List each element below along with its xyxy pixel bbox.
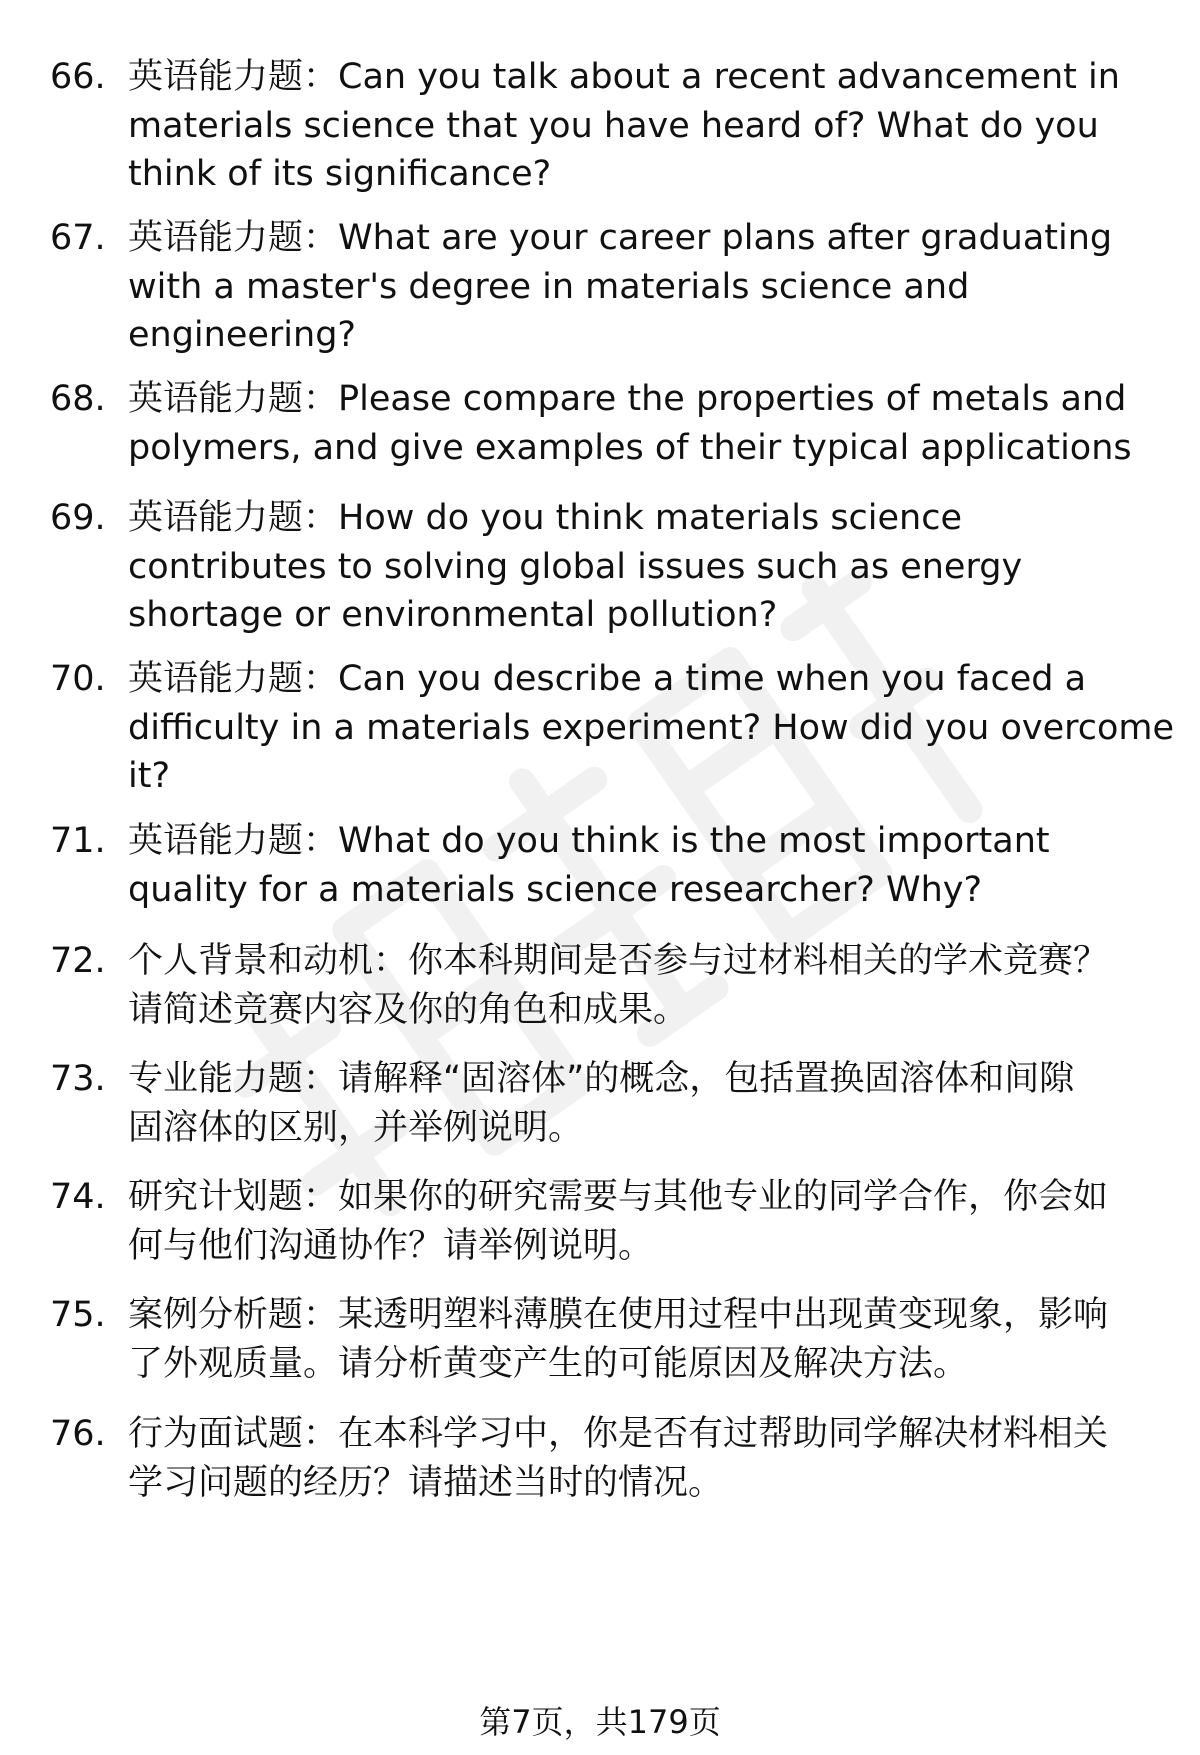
question-text: [128, 494, 1160, 640]
question-number: 75.: [50, 1295, 106, 1335]
question-text-line: 了外观质量。请分析黄变产生的可能原因及解决方法。: [128, 1343, 969, 1384]
question-text-line: 请简述竞赛内容及你的角色和成果。: [128, 989, 689, 1030]
question-text-line: 英语能力题：Can you describe a time when you faced a: [128, 659, 1087, 699]
question-number: 76.: [50, 1414, 106, 1454]
question-text-line: difficulty in a materials experiment? How did you overcome: [128, 707, 1175, 748]
question-text: [128, 375, 1160, 472]
question-number: 71.: [50, 821, 106, 861]
question-number: 74.: [50, 1177, 106, 1217]
question-text: [128, 655, 1175, 801]
question-text: [128, 1173, 1160, 1270]
question-text-line: 英语能力题：What are your career plans after graduating: [128, 218, 1113, 258]
question-text: [128, 53, 1160, 199]
question-text-line: it?: [128, 756, 171, 796]
question-number: 72.: [50, 941, 106, 981]
question-text: [128, 817, 1160, 914]
question-text-line: 专业能力题：请解释“固溶体”的概念，包括置换固溶体和间隙: [128, 1059, 1075, 1099]
question-text: [128, 937, 1160, 1034]
question-number: 73.: [50, 1059, 106, 1099]
question-text-line: think of its significance?: [128, 154, 552, 194]
question-text: [128, 214, 1160, 360]
question-text-line: 固溶体的区别，并举例说明。: [128, 1107, 584, 1148]
question-number: 66.: [50, 57, 106, 97]
question-text-line: 英语能力题：What do you think is the most important: [128, 821, 1050, 861]
question-text: [128, 1410, 1160, 1507]
page-number-footer: 第7页，共179页: [479, 1703, 721, 1741]
question-text-line: 何与他们沟通协作？请举例说明。: [128, 1225, 654, 1266]
question-number: 67.: [50, 218, 106, 258]
question-text-line: engineering?: [128, 315, 356, 355]
question-text-line: contributes to solving global issues such as energy: [128, 546, 1023, 587]
question-number: 70.: [50, 659, 106, 699]
question-text-line: 英语能力题：How do you think materials science: [128, 498, 963, 538]
question-text-line: shortage or environmental pollution?: [128, 595, 778, 635]
question-text-line: 英语能力题：Can you talk about a recent advancement in: [128, 57, 1120, 97]
question-number: 68.: [50, 379, 106, 419]
question-text: [128, 1055, 1160, 1152]
question-text-line: quality for a materials science researcher? Why?: [128, 869, 983, 910]
question-text-line: 案例分析题：某透明塑料薄膜在使用过程中出现黄变现象，影响: [128, 1295, 1109, 1335]
question-text-line: polymers, and give examples of their typical applications: [128, 427, 1132, 468]
question-text-line: 行为面试题：在本科学习中，你是否有过帮助同学解决材料相关: [128, 1414, 1109, 1454]
question-text-line: 个人背景和动机：你本科期间是否参与过材料相关的学术竞赛？: [128, 941, 1109, 981]
question-text-line: 研究计划题：如果你的研究需要与其他专业的同学合作，你会如: [128, 1177, 1109, 1217]
question-text: [128, 1291, 1160, 1388]
question-text-line: 学习问题的经历？请描述当时的情况。: [128, 1462, 724, 1503]
question-text-line: materials science that you have heard of? What do you: [128, 105, 1099, 146]
question-text-line: with a master's degree in materials science and: [128, 266, 970, 307]
question-text-line: 英语能力题：Please compare the properties of metals and: [128, 379, 1127, 419]
question-number: 69.: [50, 498, 106, 538]
